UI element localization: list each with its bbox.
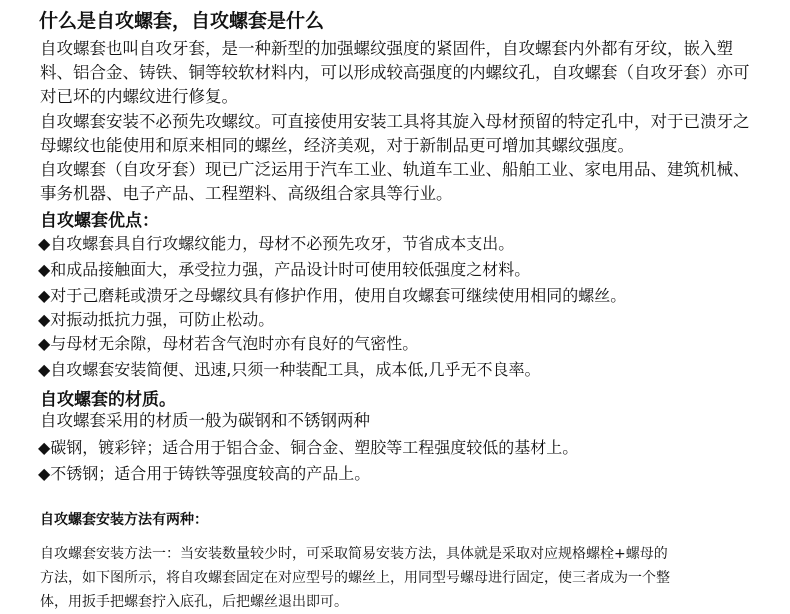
para3-line2: 事务机器、电子产品、工程塑料、高级组合家具等行业。 [40,184,453,203]
heading-material: 自攻螺套的材质。 [40,390,176,410]
material-item: ◆不锈钢；适合用于铸铁等强度较高的产品上。 [38,464,371,483]
heading-what-is: 什么是自攻螺套，自攻螺套是什么 [39,10,325,32]
para3-line1: 自攻螺套（自攻牙套）现已广泛运用于汽车工业、轨道车工业、船舶工业、家电用品、建筑机械、 [40,160,750,179]
method1-line1: 自攻螺套安装方法一：当安装数量较少时，可采取简易安装方法，具体就是采取对应规格螺栓+螺母的 [40,546,668,562]
para1-line3: 对已坏的内螺纹进行修复。 [40,87,238,106]
advantage-item: ◆自攻螺套安装简便、迅速,只须一种装配工具，成本低,几乎无不良率。 [38,360,541,379]
para2-line1: 自攻螺套安装不必预先攻螺纹。可直接使用安装工具将其旋入母材预留的特定孔中，对于已溃牙之 [40,112,750,131]
advantage-item: ◆对振动抵抗力强，可防止松动。 [38,310,275,329]
para1-line2: 料、铝合金、铸铁、铜等较软材料内，可以形成较高强度的内螺纹孔，自攻螺套（自攻牙套）亦可 [40,63,750,82]
advantage-item: ◆和成品接触面大，承受拉力强，产品设计时可使用较低强度之材料。 [38,260,531,279]
advantage-item: ◆与母材无余隙，母材若含气泡时亦有良好的气密性。 [38,334,419,353]
para1-line1: 自攻螺套也叫自攻牙套，是一种新型的加强螺纹强度的紧固件，自攻螺套内外都有牙纹，嵌入塑 [40,39,733,58]
method1-line3: 体，用扳手把螺套拧入底孔，后把螺丝退出即可。 [40,594,348,610]
para2-line2: 母螺纹也能使用和原来相同的螺丝，经济美观，对于新制品更可增加其螺纹强度。 [40,136,634,155]
material-item: ◆碳钢，镀彩锌；适合用于铝合金、铜合金、塑胶等工程强度较低的基材上。 [38,438,579,457]
method1-line2: 方法，如下图所示，将自攻螺套固定在对应型号的螺丝上，用同型号螺母进行固定，使三者成为一个整 [40,570,670,586]
heading-advantages: 自攻螺套优点： [40,211,159,231]
advantage-item: ◆对于己磨耗或溃牙之母螺纹具有修护作用，使用自攻螺套可继续使用相同的螺丝。 [38,286,627,305]
material-intro: 自攻螺套采用的材质一般为碳钢和不锈钢两种 [40,411,370,430]
advantage-item: ◆自攻螺套具自行攻螺纹能力，母材不必预先攻牙，节省成本支出。 [38,234,515,253]
heading-install-methods: 自攻螺套安装方法有两种： [40,512,208,528]
